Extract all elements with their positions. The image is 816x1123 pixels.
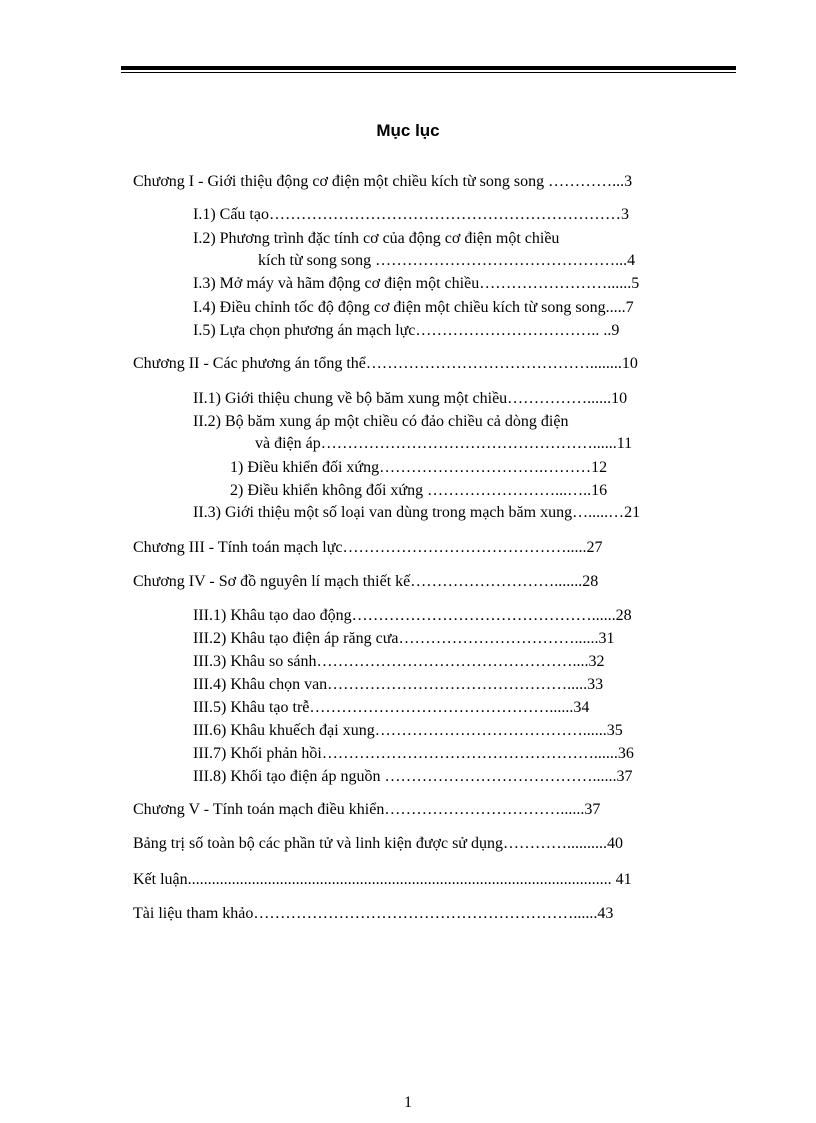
toc-section-4-1: III.1) Khâu tạo dao động………………………………………......28 bbox=[193, 607, 632, 624]
toc-section-2-2: II.2) Bộ băm xung áp một chiều có đảo chiều cả dòng điện bbox=[193, 413, 569, 430]
page-title: Mục lục bbox=[376, 121, 440, 140]
toc-chapter-1: Chương I - Giới thiệu động cơ điện một chiều kích từ song song …………...3 bbox=[133, 173, 633, 190]
toc-item-2-2-2: 2) Điều khiển không đối xứng ……………………...…..16 bbox=[230, 482, 608, 499]
toc-section-1-3: I.3) Mở máy và hãm động cơ điện một chiều……………………......5 bbox=[193, 275, 640, 292]
toc-section-2-2-cont: và điện áp……………………………………………......11 bbox=[255, 435, 633, 452]
toc-item-2-2-1: 1) Điều khiển đối xứng………………………….………12 bbox=[230, 459, 608, 476]
toc-section-4-5: III.5) Khâu tạo trễ………………………………………......34 bbox=[193, 699, 590, 716]
toc-chapter-3: Chương III - Tính toán mạch lực…………………………………….....27 bbox=[133, 539, 603, 556]
toc-conclusion: Kết luận.......................................................................................................... 41 bbox=[133, 871, 632, 888]
toc-section-4-3: III.3) Khâu so sánh…………………………………………....32 bbox=[193, 653, 605, 670]
toc-section-4-6: III.6) Khâu khuếch đại xung…………………………………......35 bbox=[193, 722, 623, 739]
toc-section-4-4: III.4) Khâu chọn van……………………………………….....33 bbox=[193, 676, 604, 693]
toc-section-2-1: II.1) Giới thiệu chung về bộ băm xung một chiều……………......10 bbox=[193, 390, 628, 407]
page-number: 1 bbox=[404, 1094, 412, 1111]
toc-chapter-5: Chương V - Tính toán mạch điều khiển……………………………......37 bbox=[133, 801, 601, 818]
toc-chapter-4: Chương IV - Sơ đồ nguyên lí mạch thiết kế……………………….......28 bbox=[133, 573, 599, 590]
toc-section-1-4: I.4) Điều chỉnh tốc độ động cơ điện một chiều kích từ song song.....7 bbox=[193, 299, 634, 316]
toc-section-2-3: II.3) Giới thiệu một số loại van dùng trong mạch băm xung….....…21 bbox=[193, 504, 641, 521]
toc-section-1-2-cont: kích từ song song ………………………………………...4 bbox=[258, 252, 636, 269]
toc-section-4-7: III.7) Khối phản hồi……………………………………………......36 bbox=[193, 745, 634, 762]
header-rule-thick bbox=[121, 66, 736, 70]
toc-chapter-2: Chương II - Các phương án tổng thể……………………………………........10 bbox=[133, 355, 638, 372]
toc-section-4-2: III.2) Khâu tạo điện áp răng cưa……………………………......31 bbox=[193, 630, 615, 647]
toc-section-4-8: III.8) Khối tạo điện áp nguồn …………………………………......37 bbox=[193, 768, 633, 785]
toc-components-table: Bảng trị số toàn bộ các phần tử và linh kiện được sử dụng…………..........40 bbox=[133, 835, 623, 852]
toc-section-1-2: I.2) Phương trình đặc tính cơ của động cơ điện một chiều bbox=[193, 230, 560, 247]
toc-references: Tài liệu tham khảo……………………………………………………......43 bbox=[133, 905, 614, 922]
toc-section-1-1: I.1) Cấu tạo…………………………………………………………3 bbox=[193, 206, 629, 223]
header-rule-thin bbox=[121, 72, 736, 73]
toc-section-1-5: I.5) Lựa chọn phương án mạch lực…………………………….. ..9 bbox=[193, 322, 620, 339]
